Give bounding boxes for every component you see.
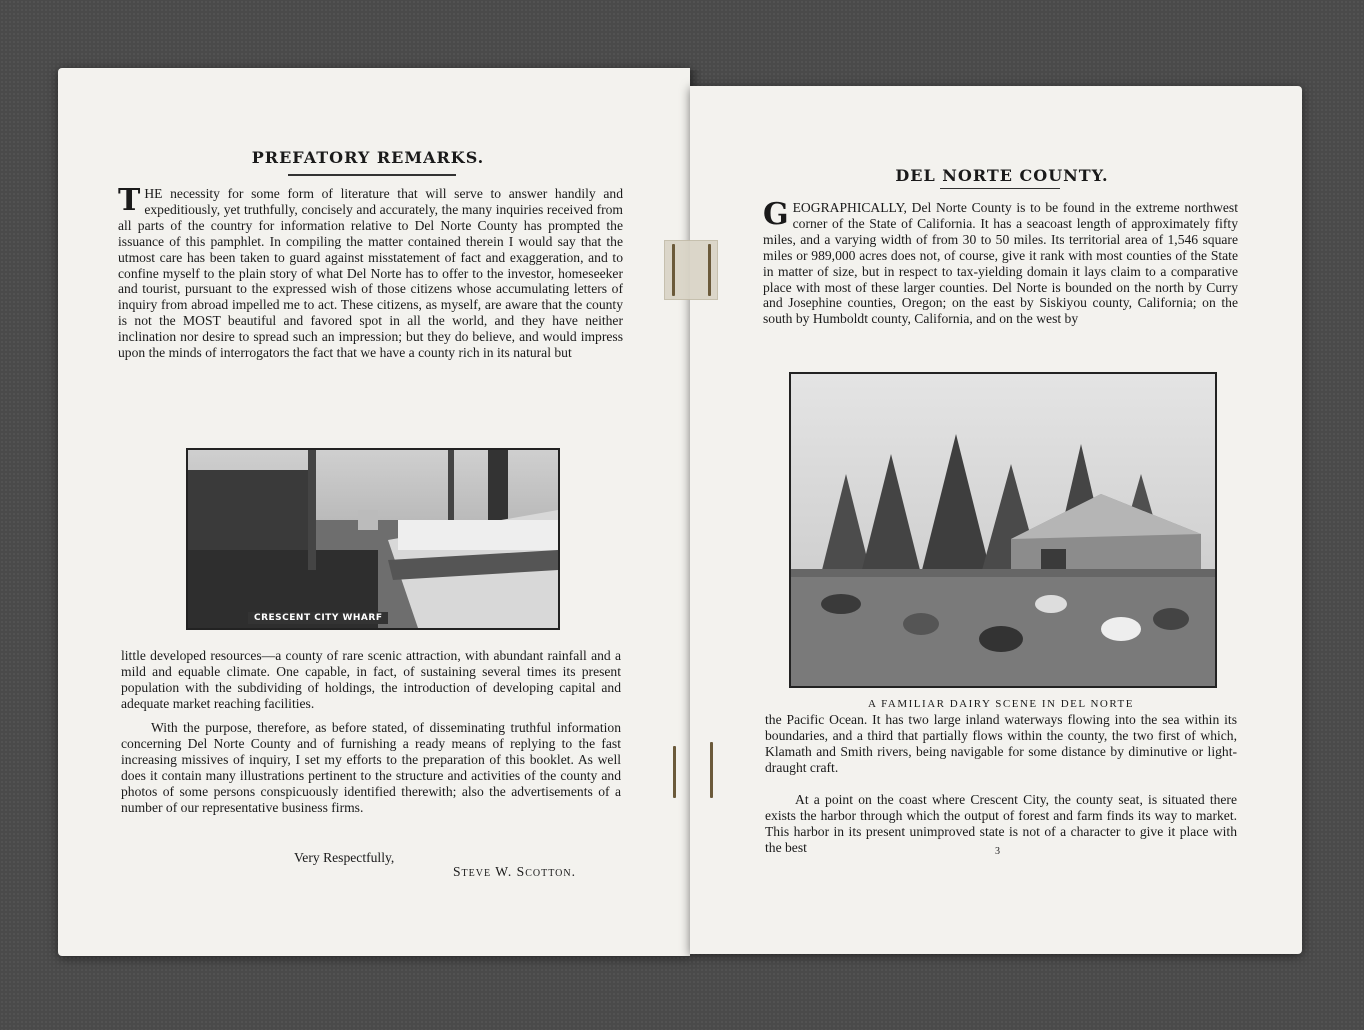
right-page [690, 86, 1302, 954]
staple-top-left [672, 244, 675, 296]
prefatory-remarks-title: PREFATORY REMARKS. [251, 148, 485, 167]
wharf-photo-illustration [188, 450, 558, 628]
del-norte-county-title: DEL NORTE COUNTY. [895, 166, 1109, 185]
left-para1-text: HE necessity for some form of literature that will serve to answer handily and expeditiously, yet truthfully, concisely and accurately, the many inquiries received from all parts of the country for information relative to Del Norte County has prompted the issuance of this pamphlet. In compiling the matter contained therein I would say that the utmost care has been taken to guard against misstatement of fact and exaggeration, and to confine myself to the plain story of what Del Norte has to offer to the investor, homeseeker and tourist, pursuant to the expressed wish of those citizens whose accumulating letters of inquiry from abroad impelled me to act. These citizens, as myself, are aware that the county is not the MOST beautiful and favored spot in all the world, and they have neither inclination nor desire to spread such an impression; but they do believe, and would impress upon the minds of interrogators the fact that we have a county rich in its natural but [118, 186, 623, 361]
author-signature: Steve W. Scotton. [453, 864, 576, 879]
staple-top-right [708, 244, 711, 296]
dairy-photo-illustration [791, 374, 1215, 686]
dropcap-g: G [763, 197, 789, 232]
crescent-city-wharf-photo [186, 448, 560, 630]
right-para1-text: EOGRAPHICALLY, Del Norte County is to be found in the extreme northwest corner of the State of California. It has a seacoast length of approximately fifty miles, and a varying width of from 30 to 50 miles. Its territorial area of 1,546 square miles or 989,000 acres does not, of course, give it rank with most counties of the State in matter of size, but in respect to tax-yielding domain it lays claim to a comparative place with most of these larger counties. Del Norte is bounded on the north by Curry and Josephine counties, Oregon; on the east by Siskiyou county, California; on the south by Humboldt county, California, and on the west by [763, 200, 1238, 327]
dropcap-t: T [118, 183, 141, 218]
right-paragraph-1 [763, 197, 1238, 327]
title-rule [288, 174, 456, 176]
left-paragraph-3: With the purpose, therefore, as before stated, of disseminating truthful information concerning Del Norte County and of furnishing a ready means of replying to the fast increasing missives of inquiry, I set my efforts to the preparation of this booklet. As well does it contain many illustrations pertinent to the structure and activities of the county and photos of some persons conspicuously identified therewith; also the advertisements of a number of our representative business firms. [121, 720, 621, 815]
dairy-scene-photo [789, 372, 1217, 688]
wharf-photo-label: CRESCENT CITY WHARF [248, 612, 388, 624]
dairy-photo-caption: A FAMILIAR DAIRY SCENE IN DEL NORTE [868, 698, 1134, 710]
left-paragraph-2: little developed resources—a county of rare scenic attraction, with abundant rainfall and a mild and equable climate. One capable, in fact, of sustaining several times its present population with the subdividing of holdings, the introduction of developing capital and adequate market reaching facilities. [121, 648, 621, 711]
right-paragraph-3: At a point on the coast where Crescent City, the county seat, is situated there exists the harbor through which the output of forest and farm finds its way to market. This harbor in its present unimproved state is not of a character to give it place with the best [765, 792, 1237, 855]
page-number: 3 [995, 846, 1000, 857]
left-paragraph-1 [118, 183, 623, 361]
title-rule-right [940, 188, 1060, 189]
closing-salutation: Very Respectfully, [294, 850, 395, 865]
left-page [58, 68, 690, 956]
right-paragraph-2: the Pacific Ocean. It has two large inland waterways flowing into the sea within its boundaries, and a third that partially flows within the county, the two first of which, Klamath and Smith rivers, being navigable for some distance by diminutive or light-draught craft. [765, 712, 1237, 775]
staple-bottom-left [673, 746, 676, 798]
staple-bottom-right [710, 742, 713, 798]
